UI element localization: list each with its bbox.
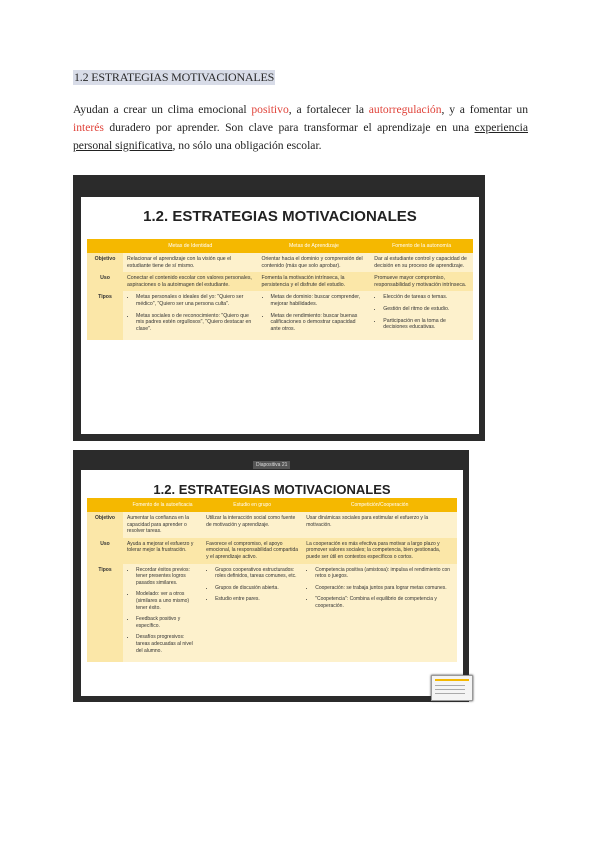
list-item: • Elección de tareas o temas. xyxy=(383,294,469,301)
text-run: Ayudan a crear un clima emocional xyxy=(73,102,252,116)
strategy-table xyxy=(87,498,457,662)
table-cell xyxy=(202,564,302,663)
table-header: Metas de Aprendizaje xyxy=(258,239,371,253)
table-row xyxy=(87,538,457,564)
table-cell: Promueve mayor compromiso, responsabilidad y motivación intrínseca. xyxy=(370,272,473,291)
list-item: • Participación en la toma de decisiones educativas. xyxy=(383,318,469,331)
table-cell xyxy=(258,291,371,340)
table-cell: Relacionar el aprendizaje con la visión que el estudiante tiene de sí mismo. xyxy=(123,253,258,272)
list-item: • Competencia positiva (amistosa): impulsa el rendimiento con retos o juegos. xyxy=(315,567,453,580)
underlined-phrase: experiencia personal significativa xyxy=(73,120,528,152)
table-header: Fomento de la autonomía xyxy=(370,239,473,253)
slide-thumbnail-preview xyxy=(431,675,473,701)
text-run: , a fortalecer la xyxy=(288,102,369,116)
table-cell: Ayuda a mejorar el esfuerzo y tolerar mejor la frustración. xyxy=(123,538,202,564)
table-cell: Dar al estudiante control y capacidad de decisión en su proceso de aprendizaje. xyxy=(370,253,473,272)
slide-screenshot-2 xyxy=(73,450,469,702)
table-cell xyxy=(123,564,202,663)
thumbnail-line xyxy=(435,685,465,686)
table-row xyxy=(87,253,473,272)
strategy-table xyxy=(87,239,473,340)
table-header xyxy=(87,498,123,512)
list-item: • Recordar éxitos previos: tener presentes logros pasados similares. xyxy=(136,567,198,587)
table-cell: Aumentar la confianza en la capacidad para aprender o resolver tareas. xyxy=(123,512,202,538)
table-cell: Usar dinámicas sociales para estimular el esfuerzo y la motivación. xyxy=(302,512,457,538)
slide-screenshot-1 xyxy=(73,175,485,441)
table-row xyxy=(87,512,457,538)
list-item: • Metas personales o ideales del yo: "Quiero ser médico", "Quiero ser una persona culta". xyxy=(136,294,254,307)
row-header: Tipos xyxy=(87,564,123,663)
table-cell: Favorece el compromiso, el apoyo emocional, la responsabilidad compartida y el aprendizaje activo. xyxy=(202,538,302,564)
table-cell: La cooperación es más efectiva para motivar a largo plazo y promover valores sociales; la competencia, bien gestionada, puede ser útil en contextos específicos o cortos. xyxy=(302,538,457,564)
highlight-interes: interés xyxy=(73,120,104,134)
highlight-positivo: positivo xyxy=(251,102,289,116)
table-cell: Conectar el contenido escolar con valores personales, aspiraciones o la autoimagen del estudiante. xyxy=(123,272,258,291)
table-row xyxy=(87,564,457,663)
slide-canvas xyxy=(81,197,479,434)
slide-number-tag: Diapositiva 21 xyxy=(253,461,290,469)
table-cell xyxy=(370,291,473,340)
table-cell: Utilizar la interacción social como fuente de motivación y aprendizaje. xyxy=(202,512,302,538)
list-item: • Feedback positivo y específico. xyxy=(136,616,198,629)
list-item: • Metas de dominio: buscar comprender, mejorar habilidades. xyxy=(271,294,367,307)
table-header: Estudio en grupo xyxy=(202,498,302,512)
row-header: Tipos xyxy=(87,291,123,340)
list-item: • Desafíos progresivos: tareas adecuadas al nivel del alumno. xyxy=(136,634,198,654)
intro-paragraph xyxy=(73,101,528,155)
table-header xyxy=(87,239,123,253)
section-heading: 1.2 ESTRATEGIAS MOTIVACIONALES xyxy=(74,70,275,84)
table-cell: Fomenta la motivación intrínseca, la persistencia y el disfrute del estudio. xyxy=(258,272,371,291)
row-header: Objetivo xyxy=(87,512,123,538)
slide-title: 1.2. ESTRATEGIAS MOTIVACIONALES xyxy=(153,482,391,497)
table-row xyxy=(87,272,473,291)
table-cell xyxy=(302,564,457,663)
slide-canvas xyxy=(81,470,463,696)
table-cell: Orientar hacia el dominio y comprensión del contenido (más que solo aprobar). xyxy=(258,253,371,272)
list-item: • Modelado: ver a otros (similares a uno mismo) tener éxito. xyxy=(136,591,198,611)
list-item: • Estudio entre pares. xyxy=(215,596,298,603)
list-item: • Gestión del ritmo de estudio. xyxy=(383,306,469,313)
text-run: , y a fomentar un xyxy=(441,102,528,116)
list-item: • Metas de rendimiento: buscar buenas calificaciones o demostrar capacidad ante otros. xyxy=(271,313,367,333)
row-header: Uso xyxy=(87,272,123,291)
table-row xyxy=(87,291,473,340)
list-item: • "Coopetencia": Combina el equilibrio de competencia y cooperación. xyxy=(315,596,453,609)
thumbnail-line xyxy=(435,689,465,690)
table-header: Competición/Cooperación xyxy=(302,498,457,512)
list-item: • Metas sociales o de reconocimiento: "Quiero que mis padres estén orgullosos", "Quiero destacar en clase". xyxy=(136,313,254,333)
list-item: • Grupos de discusión abierta. xyxy=(215,585,298,592)
table-header: Fomento de la autoeficacia xyxy=(123,498,202,512)
table-cell xyxy=(123,291,258,340)
highlight-autorregulacion: autorregulación xyxy=(368,102,442,116)
row-header: Uso xyxy=(87,538,123,564)
thumbnail-line xyxy=(435,693,465,694)
table-header: Metas de Identidad xyxy=(123,239,258,253)
list-item: • Cooperación: se trabaja juntos para lograr metas comunes. xyxy=(315,585,453,592)
text-run: , no sólo una obligación escolar. xyxy=(172,138,322,152)
thumbnail-bar xyxy=(435,679,469,681)
text-run: duradero por aprender. Son clave para transformar el aprendizaje en una xyxy=(103,120,475,134)
row-header: Objetivo xyxy=(87,253,123,272)
slide-title: 1.2. ESTRATEGIAS MOTIVACIONALES xyxy=(143,208,417,225)
list-item: • Grupos cooperativos estructurados: roles definidos, tareas comunes, etc. xyxy=(215,567,298,580)
